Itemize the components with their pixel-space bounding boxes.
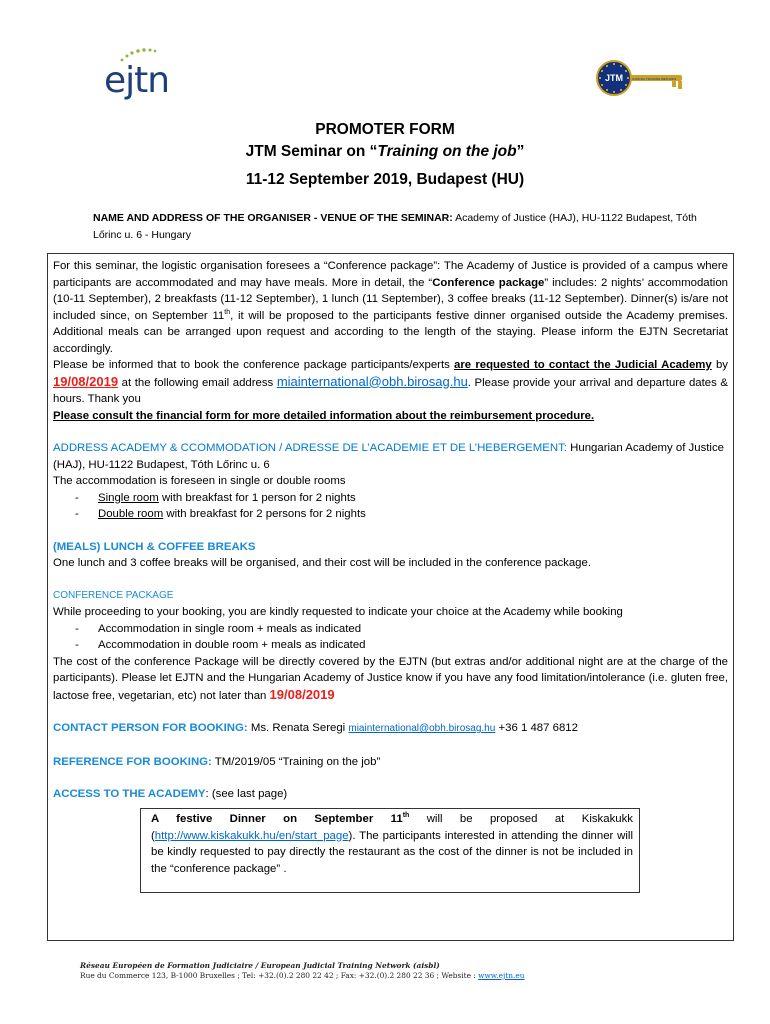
contact-heading: CONTACT PERSON FOR BOOKING:: [53, 722, 248, 734]
footer-network-name: Réseau Européen de Formation Judiciaire / European Judicial Training Network (aisbl): [80, 961, 440, 970]
reference-heading: REFERENCE FOR BOOKING:: [53, 755, 212, 768]
financial-form-note: Please consult the financial form for more detailed information about the reimbursement procedure.: [53, 409, 595, 422]
dinner-text: A festive Dinner on September 11th will be proposed at Kiskakukk (http://www.kiskakukk.hu/en/start_page). The participants interested in attending the dinner will be kindly requested to pay directly the restaurant as the cost of the dinner is not be included in the “conference package” .: [151, 812, 633, 875]
jtm-key-text: JUDICIAL TRAINING METHODS: [631, 77, 677, 81]
organiser-venue: [93, 210, 713, 244]
meals-heading: (MEALS) LUNCH & COFFEE BREAKS: [53, 540, 256, 553]
access-line: ACCESS TO THE ACADEMY: (see last page): [53, 788, 288, 800]
page-footer: [80, 961, 730, 981]
list-item-package-double: - Accommodation in double room + meals as indicated: [75, 639, 366, 651]
accommodation-note: The accommodation is foreseen in single or double rooms: [53, 475, 346, 487]
access-heading: ACCESS TO THE ACADEMY: [53, 788, 206, 800]
footer-website-link[interactable]: www.ejtn.eu: [478, 971, 525, 980]
jtm-logo-text: JTM: [605, 73, 623, 83]
package-cost-text: The cost of the conference Package will be directly covered by the EJTN (but extras and/or additional night are at the charge of the participants). Please let EJTN and the Hungarian Academy of Justice know if you have any food limitation/intolerance (i.e. gluten free, lactose free, vegetarian, etc) not later than 19/08/2019: [53, 655, 728, 702]
package-text: While proceeding to your booking, you are kindly requested to indicate your choice at the Academy while booking: [53, 606, 623, 618]
contact-email-link[interactable]: miainternational@obh.birosag.hu: [348, 723, 496, 734]
jtm-key-logo-icon: [594, 58, 686, 98]
organiser-value: Academy of Justice (HAJ), HU-1122 Budapest, Tóth Lőrinc u. 6 - Hungary: [93, 212, 697, 241]
booking-paragraph: Please be informed that to book the conference package participants/experts are requested to contact the Judicial Academy by 19/08/2019 at the following email address miainternational@obh.birosag.hu. Please provide your arrival and departure dates & hours. Thank you: [53, 359, 728, 405]
booking-deadline: 19/08/2019: [53, 373, 119, 389]
footer-address: Rue du Commerce 123, B-1000 Bruxelles ; Tel: +32.(0).2 280 22 42 ; Fax: +32.(0).2 280 22 36 ; Website : www.ejtn.eu: [80, 971, 525, 980]
jtm-logo: [594, 58, 686, 98]
contact-line: CONTACT PERSON FOR BOOKING: Ms. Renata Seregi miainternational@obh.birosag.hu +36 1 487 6812: [53, 722, 578, 734]
main-info-content: [53, 258, 728, 803]
ejtn-logo: [100, 42, 170, 102]
intro-paragraph: For this seminar, the logistic organisation foresees a “Conference package”: The Academy of Justice is provided of a campus where participants are accommodated and may have meals. More in detail, the “Conference package” includes: 2 nights’ accommodation (10-11 September), 2 breakfasts (11-12 September), 1 lunch (11 September), 3 coffee breaks (11-12 September). Dinner(s) is/are not included since, on September 11th, it will be proposed to the participants festive dinner organised outside the Academy premises. Additional meals can be arranged upon request and according to the length of the staying. Please inform the EJTN Secretariat accordingly.: [53, 260, 729, 355]
kiskakukk-link[interactable]: http://www.kiskakukk.hu/en/start_page: [154, 829, 349, 842]
seminar-date-place: 11-12 September 2019, Budapest (HU): [245, 171, 525, 188]
booking-email-link[interactable]: miainternational@obh.birosag.hu: [276, 373, 468, 389]
seminar-title: JTM Seminar on “Training on the job”: [245, 143, 525, 160]
address-heading: ADDRESS ACADEMY & CCOMMODATION / ADRESSE DE L’ACADEMIE ET DE L’HEBERGEMENT:: [53, 442, 567, 454]
meals-text: One lunch and 3 coffee breaks will be organised, and their cost will be included in the conference package.: [53, 557, 592, 569]
ejtn-logo-text: ejtn: [104, 60, 170, 101]
list-item-package-single: - Accommodation in single room + meals as indicated: [75, 622, 362, 635]
reference-line: REFERENCE FOR BOOKING: TM/2019/05 “Training on the job”: [53, 755, 381, 768]
address-section: ADDRESS ACADEMY & CCOMMODATION / ADRESSE DE L’ACADEMIE ET DE L’HEBERGEMENT: Hungarian Academy of Justice (HAJ), HU-1122 Budapest, Tóth Lőrinc u. 6: [53, 442, 724, 471]
list-item-single-room: - Single room with breakfast for 1 person for 2 nights: [75, 491, 356, 504]
form-title: PROMOTER FORM: [315, 121, 455, 138]
package-heading: CONFERENCE PACKAGE: [53, 589, 174, 601]
food-deadline: 19/08/2019: [269, 686, 335, 702]
list-item-double-room: - Double room with breakfast for 2 persons for 2 nights: [75, 508, 366, 520]
organiser-label: NAME AND ADDRESS OF THE ORGANISER - VENUE OF THE SEMINAR:: [93, 212, 453, 224]
